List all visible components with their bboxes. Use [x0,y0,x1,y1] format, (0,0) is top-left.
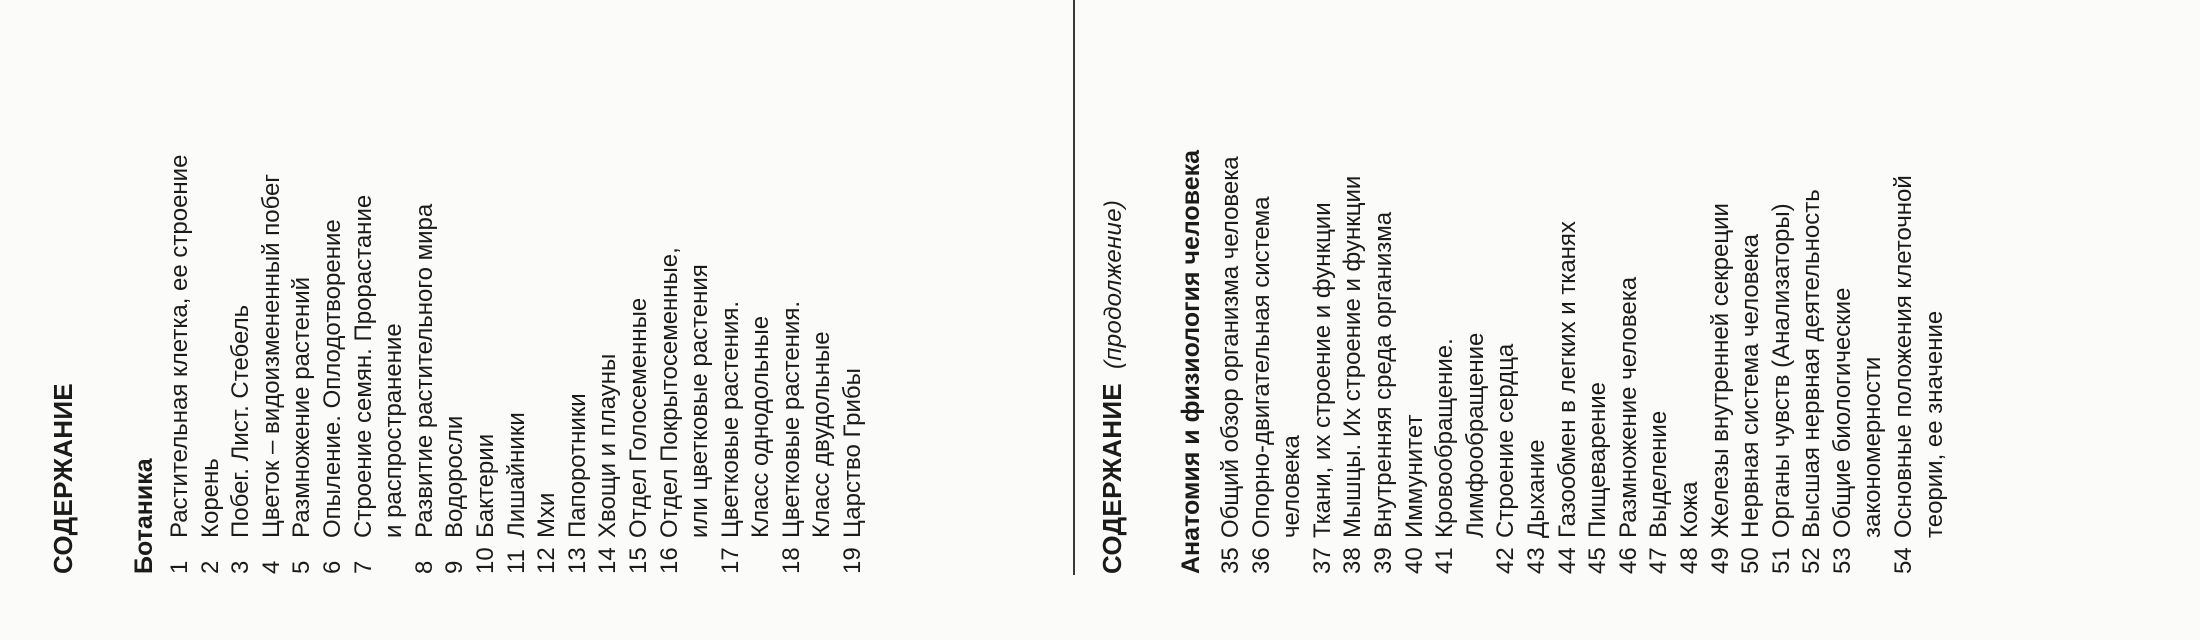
toc-row [1858,14,1889,574]
toc-entry-title: Мхи [533,492,561,538]
toc-row [685,34,716,574]
toc-entry-number: 37 [1308,547,1336,574]
toc-entry-title: Папоротники [563,393,591,538]
toc-row [165,34,196,574]
toc-row [1644,14,1675,574]
toc-entry-title: Нервная система человека [1737,234,1765,538]
toc-entry-title: Лимфообращение [1461,332,1489,538]
toc-entry-number: 54 [1890,547,1918,574]
toc-entry-title: Класс двудольные [808,331,836,538]
toc-row [1767,14,1798,574]
toc-entry-title: Органы чувств (Анализаторы) [1767,203,1795,538]
toc-entry-number: 11 [502,549,530,574]
toc-row [410,34,441,574]
toc-row [1247,14,1278,574]
toc-row [593,34,624,574]
toc-entry-number: 52 [1798,547,1826,574]
toc-entry-number [1920,538,1951,574]
toc-row [1614,14,1645,574]
toc-row [471,34,502,574]
toc-entry-title: Царство Грибы [839,368,867,538]
toc-entry-number: 10 [471,547,499,574]
toc-entry-title: Опыление. Оплодотворение [318,219,346,538]
toc-entry-title: Внутренняя среда организма [1369,211,1397,538]
toc-row [1338,14,1369,574]
toc-entry-title: Размножение растений [288,276,316,538]
toc-row [1706,14,1737,574]
toc-row [624,34,655,574]
toc-entry-title: Цветковые растения. [777,301,805,538]
toc-row [502,34,533,574]
toc-entry-number: 19 [839,547,867,574]
toc-entry-title: Отдел Покрытосеменные, [655,247,683,538]
toc-row [1277,14,1308,574]
toc-row [379,34,410,574]
toc-entry-number: 7 [349,560,377,574]
toc-row [1308,14,1339,574]
toc-entry-number: 2 [196,560,224,574]
toc-entry-title: Дыхание [1522,439,1550,538]
toc-entry-title: Основные положения клеточной [1890,175,1918,538]
toc-entry-number: 12 [533,547,561,574]
toc-row [1583,14,1614,574]
toc-entry-number: 14 [594,547,622,574]
right-toc [1216,14,1950,574]
toc-entry-title: Ткани, их строение и функции [1308,202,1336,538]
toc-entry-number: 5 [288,560,316,574]
toc-entry-number: 50 [1737,547,1765,574]
toc-entry-title: Бактерии [471,433,499,538]
left-page-title [48,383,79,574]
left-section-title [130,458,159,574]
right-section-title [1177,150,1206,574]
toc-entry-title: и распространение [380,323,408,538]
toc-row [1216,14,1247,574]
toc-row [257,34,288,574]
toc-entry-title: Железы внутренней секреции [1706,203,1734,538]
toc-entry-number: 40 [1400,547,1428,574]
toc-entry-number: 17 [716,547,744,574]
toc-entry-title: закономерности [1859,356,1887,538]
toc-entry-number: 41 [1431,547,1459,574]
toc-entry-title: Общий обзор организма человека [1217,156,1244,538]
toc-row [777,34,808,574]
toc-row [440,34,471,574]
toc-entry-title: Цветок – видоизмененный побег [257,173,285,538]
toc-entry-title: Иммунитет [1400,414,1428,538]
toc-entry-number: 9 [441,560,469,574]
left-heading-text: СОДЕРЖАНИЕ [48,383,78,574]
toc-entry-number: 3 [227,560,255,574]
toc-row [746,34,777,574]
toc-entry-number: 15 [624,547,652,574]
toc-entry-number: 36 [1247,547,1275,574]
toc-row [1491,14,1522,574]
toc-entry-title: теории, ее значение [1920,310,1948,538]
toc-entry-number: 6 [318,560,346,574]
toc-row [318,34,349,574]
toc-row [196,34,227,574]
right-page-title [1097,200,1128,574]
toc-entry-number [379,538,410,574]
toc-entry-title: Выделение [1645,410,1673,538]
toc-row [1797,14,1828,574]
right-heading-text: СОДЕРЖАНИЕ [1097,383,1127,574]
toc-entry-title: Опорно-двигательная система [1247,196,1275,538]
toc-row [655,34,686,574]
toc-entry-title: Кожа [1675,481,1703,538]
toc-entry-title: Водоросли [441,415,469,538]
toc-entry-title: Хвощи и плауны [594,353,622,538]
toc-entry-title: Побег. Лист. Стебель [227,304,255,538]
toc-row [226,34,257,574]
section-botany-label: Ботаника [130,458,158,574]
toc-row [1553,14,1584,574]
toc-row [1889,14,1920,574]
toc-entry-number: 18 [777,547,805,574]
section-anatomy-label: Анатомия и физиология человека [1177,149,1205,574]
toc-entry-title: или цветковые растения [686,264,714,538]
toc-entry-number: 4 [257,560,285,574]
toc-entry-number [685,538,716,574]
toc-row [1920,14,1951,574]
toc-row [1675,14,1706,574]
toc-entry-number [1277,538,1308,574]
left-toc [165,34,869,574]
toc-row [349,34,380,574]
toc-entry-number: 42 [1492,547,1520,574]
toc-row [532,34,563,574]
toc-entry-number: 39 [1369,547,1397,574]
toc-entry-title: Корень [196,458,224,538]
toc-entry-number: 48 [1675,547,1703,574]
toc-entry-title: Общие биологические [1828,287,1856,538]
toc-row [287,34,318,574]
toc-entry-number: 47 [1645,547,1673,574]
toc-entry-number: 51 [1767,547,1795,574]
page-divider [1073,0,1075,575]
toc-entry-number: 16 [655,547,683,574]
toc-row [838,34,869,574]
toc-entry-title: Цветковые растения. [716,301,744,538]
toc-entry-title: Размножение человека [1614,276,1642,538]
toc-entry-number: 46 [1614,547,1642,574]
toc-row [1369,14,1400,574]
toc-row [807,34,838,574]
toc-entry-number: 49 [1706,547,1734,574]
toc-entry-number [807,538,838,574]
toc-entry-title: Газообмен в легких и тканях [1553,221,1581,538]
toc-entry-title: Строение семян. Прорастание [349,194,377,538]
toc-entry-number: 8 [410,560,438,574]
toc-entry-number: 38 [1339,547,1367,574]
toc-entry-title: Строение сердца [1492,343,1520,538]
toc-entry-number [1858,538,1889,574]
continuation-note: (продолжение) [1100,199,1127,370]
toc-entry-title: Лишайники [502,412,530,538]
toc-entry-title: Отдел Голосеменные [624,297,652,538]
toc-row [1736,14,1767,574]
toc-entry-number [1461,538,1492,574]
toc-entry-title: Высшая нервная деятельность [1798,189,1826,538]
toc-row [1828,14,1859,574]
toc-entry-title: Кровообращение. [1431,338,1459,538]
toc-row [1461,14,1492,574]
toc-row [563,34,594,574]
toc-entry-number: 1 [166,560,193,574]
toc-entry-title: Мышцы. Их строение и функции [1339,175,1367,538]
toc-entry-number: 53 [1828,547,1856,574]
toc-entry-title: Растительная клетка, ее строение [166,154,193,538]
toc-entry-title: Класс однодольные [747,315,775,538]
toc-entry-title: человека [1278,435,1306,538]
toc-entry-number: 35 [1217,547,1244,574]
toc-entry-number: 13 [563,547,591,574]
toc-entry-number: 43 [1522,547,1550,574]
toc-row [1522,14,1553,574]
toc-entry-number [746,538,777,574]
toc-entry-title: Развитие растительного мира [410,203,438,538]
toc-row [1400,14,1431,574]
toc-entry-number: 44 [1553,547,1581,574]
toc-entry-number: 45 [1584,547,1612,574]
toc-row [1430,14,1461,574]
toc-entry-title: Пищеварение [1584,381,1612,538]
toc-row [716,34,747,574]
